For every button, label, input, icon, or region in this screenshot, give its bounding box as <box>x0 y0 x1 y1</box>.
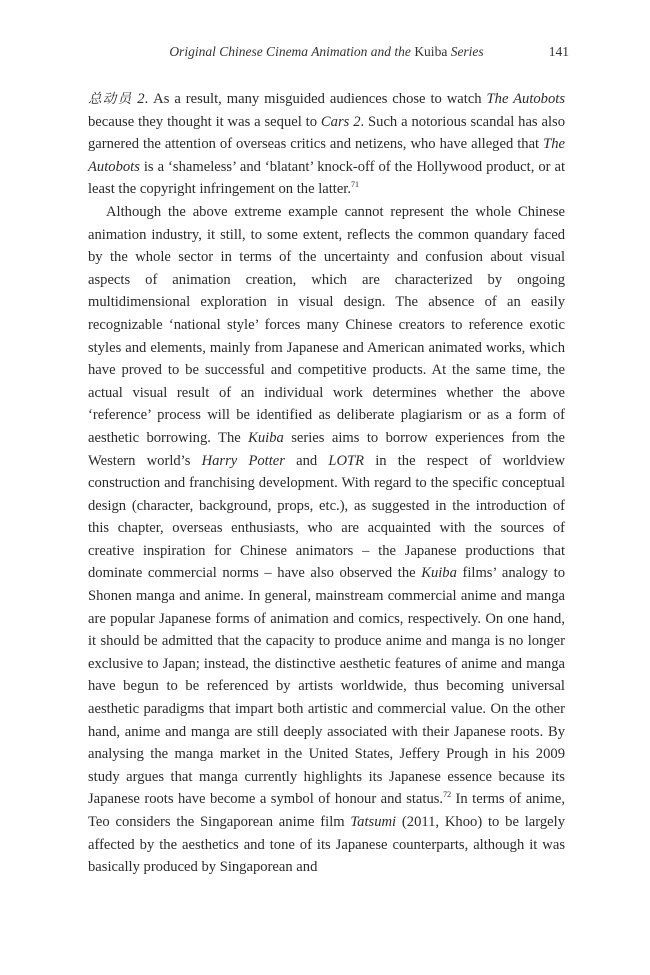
body-text <box>88 88 565 879</box>
paragraph-2 <box>88 201 565 879</box>
chinese-title-fragment: 总动员 <box>88 91 133 107</box>
running-header <box>88 44 569 64</box>
film-title-tatsumi: Tatsumi <box>350 814 397 830</box>
film-title-autobots: The Autobots <box>88 136 565 175</box>
text-run: in the respect of worldview construction and franchising development. With regard to the specific conceptual design (character, background, props, etc.), as suggested in the introduction of this chapter, overseas enthusiasts, who are acquainted with the sources of creative inspiration for Chinese animators – the Japanese productions that dominate commercial norms – have also observed the <box>88 452 565 582</box>
text-run: In terms of anime, Teo considers the Singaporean anime film <box>88 791 565 830</box>
text-run: (2011, Khoo) to be largely affected by the aesthetics and tone of its Japanese counterparts, although it was basically produced by Singaporean and <box>88 814 565 876</box>
text-run: because they thought it was a sequel to <box>88 113 321 130</box>
text-run: series aims to borrow experiences from the Western world’s <box>88 429 565 469</box>
title-harry-potter: Harry Potter <box>201 452 285 469</box>
running-title <box>88 44 565 60</box>
text-run: and <box>284 452 329 469</box>
text-run: . Such a notorious scandal has also garnered the attention of overseas critics and netizens, who have alleged that <box>88 113 565 153</box>
text-run: Although the above extreme example cannot represent the whole Chinese animation industry, it still, to some extent, reflects the common quandary faced by the whole sector in terms of the uncertainty and confusion about visual aspects of animation creation, which are characterized by ongoing multidimensional exploration in visual design. The absence of an easily recognizable ‘national style’ forces many Chinese creators to reference exotic styles and elements, mainly from Japanese and American animated works, which have proved to be successful and competitive products. At the same time, the actual visual result of an individual work determines whether the above ‘reference’ process will be identified as deliberate plagiarism or as a form of aesthetic borrowing. The <box>88 203 565 446</box>
text-run: films’ analogy to Shonen manga and anime. In general, mainstream commercial anime and manga are popular Japanese forms of animation and comics, respectively. On one hand, it should be admitted that the capacity to produce anime and manga is no longer exclusive to Japan; instead, the distinctive aesthetic features of anime and manga have begun to be referenced by artists worldwide, thus becoming universal aesthetic paradigms that impart both artistic and commercial value. On the other hand, anime and manga are still deeply associated with their Japanese roots. By analysing the manga market in the United States, Jeffery Prough in his 2009 study argues that manga currently highlights its Japanese essence because its Japanese roots have become a symbol of honour and status. <box>88 565 565 808</box>
footnote-marker-71[interactable]: 71 <box>351 180 360 190</box>
series-title-kuiba: Kuiba <box>421 565 457 582</box>
running-title-pre: Original Chinese Cinema Animation and the <box>169 44 415 59</box>
film-title-autobots: The Autobots <box>486 91 565 107</box>
page-number: 141 <box>548 44 569 59</box>
running-title-roman: Kuiba <box>414 44 448 59</box>
chinese-title-number: 2 <box>132 91 145 107</box>
paragraph-1 <box>88 88 565 201</box>
text-run: is a ‘shameless’ and ‘blatant’ knock-off of the Hollywood product, or at least the copyright infringement on the latter. <box>88 158 565 198</box>
running-title-post: Series <box>447 44 484 59</box>
title-lotr: LOTR <box>328 452 365 469</box>
series-title-kuiba: Kuiba <box>248 429 284 446</box>
text-run: . As a result, many misguided audiences chose to watch <box>144 91 487 107</box>
footnote-marker-72[interactable]: 72 <box>443 790 452 800</box>
film-title-cars2: Cars 2 <box>320 113 361 130</box>
